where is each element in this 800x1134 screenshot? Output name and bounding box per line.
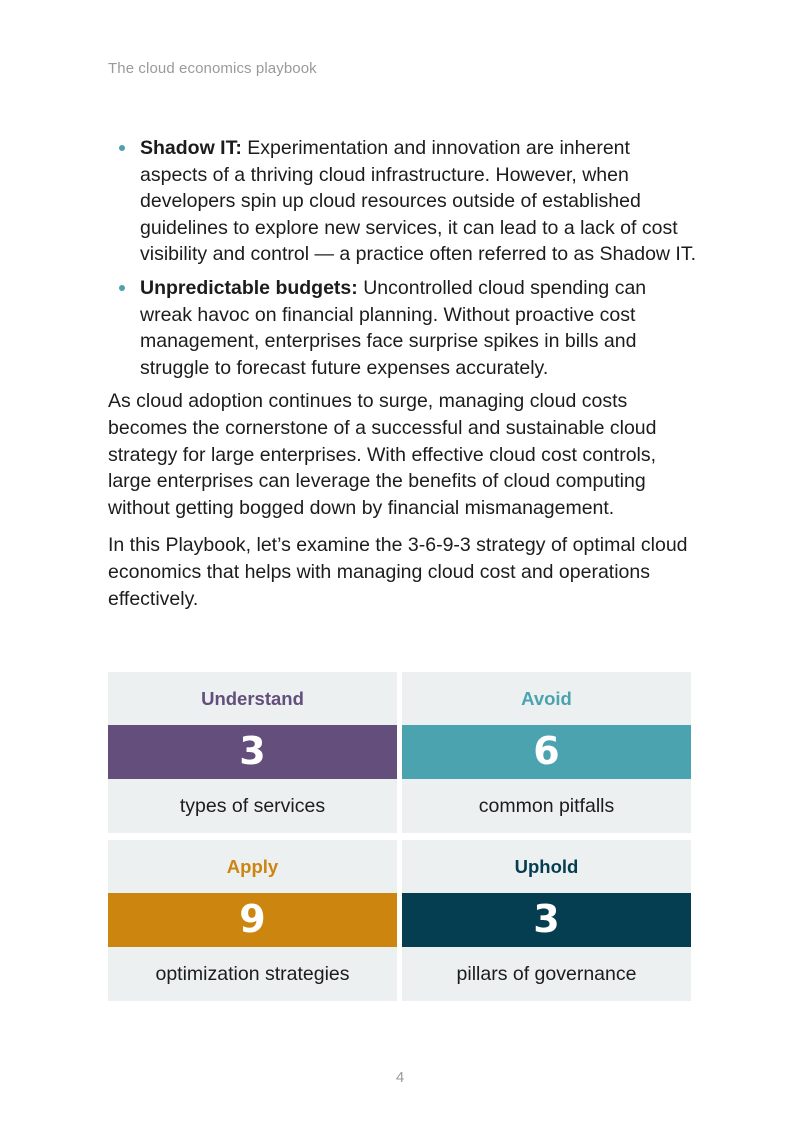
bullet-list	[108, 135, 700, 381]
stat-number: 6	[402, 725, 691, 779]
stat-description: common pitfalls	[478, 795, 615, 817]
stat-number: 9	[108, 893, 397, 947]
stat-label: Apply	[226, 856, 279, 877]
stat-description: types of services	[179, 795, 326, 817]
body-content	[108, 135, 700, 623]
stat-label: Understand	[201, 688, 304, 709]
stat-card-uphold	[402, 840, 691, 1001]
bullet-term: Unpredictable budgets:	[140, 276, 358, 299]
bullet-icon	[119, 285, 125, 291]
bullet-text: Uncontrolled cloud spending can wreak havoc on financial planning. Without proactive cost management, enterprises face surprise spikes in bills and struggle to forecast future expenses accurately.	[140, 276, 647, 379]
stat-card-avoid	[402, 672, 691, 833]
running-header: The cloud economics playbook	[108, 60, 317, 77]
paragraph: As cloud adoption continues to surge, managing cloud costs becomes the cornerstone of a successful and sustainable cloud strategy for large enterprises. With effective cloud cost controls, large enterprises can leverage the benefits of cloud computing without getting bogged down by financial mismanagement.	[108, 390, 657, 519]
bullet-term: Shadow IT:	[140, 137, 242, 159]
stat-number: 3	[402, 893, 691, 947]
bullet-text: Experimentation and innovation are inherent aspects of a thriving cloud infrastructure. However, when developers spin up cloud resources outside of established guidelines to explore new services, it can lead to a lack of cost visibility and control — a practice often referred to as Shadow IT.	[140, 137, 697, 266]
bullet-item-shadow-it	[140, 135, 700, 268]
paragraph: In this Playbook, let’s examine the 3-6-9-3 strategy of optimal cloud economics that helps with managing cloud cost and operations effectively.	[108, 534, 688, 610]
stat-label: Uphold	[514, 856, 579, 877]
page-number: 4	[395, 1069, 405, 1086]
stat-card-apply	[108, 840, 397, 1001]
bullet-icon	[119, 145, 125, 151]
strategy-grid	[108, 672, 691, 1001]
bullet-item-unpredictable-budgets	[140, 275, 700, 381]
stat-number: 3	[108, 725, 397, 779]
stat-description: optimization strategies	[155, 963, 350, 985]
stat-description: pillars of governance	[456, 963, 637, 985]
stat-label: Avoid	[521, 688, 572, 709]
stat-card-understand	[108, 672, 397, 833]
